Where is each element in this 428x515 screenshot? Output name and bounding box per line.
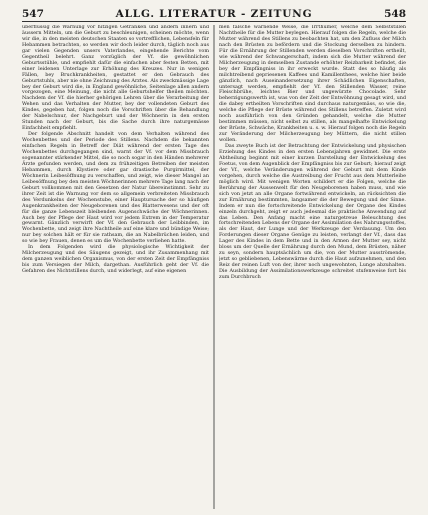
paragraph: überflüssig die Warnung vor hitzigen Getränken und andern innern und äussern Mitteln, um die Geburt zu beschleunigen, scheinen möchte, wenn wir die, in den meisten deutschen Staaten so vortrefflichen, Lebensfeln für Hebammen betrachten, so werden wir doch leider durch, täglich noch aus gar vielen Gegenden unsers Vaterlandes, eingehende Berichte vom Gegentheil belehrt. Ganz vorzüglich der Vf. die gewöhnlichen Geburtsstühle, und empfiehlt dafür die einfachen aber festen Betten, mit einer leidenen Unterlage zur Erhöhung des Kreuzes. Nur in wenigen Fällen, bey Bruchkrankheiten, gestattet er den Gebrauch des Geburtstuhls, aber nie ohne Zeichnung des Arztes. Als zweckmässige Lage bey der Geburt wird die, in England gewöhnliche, Seitenlage allen andern vorgezogen, eine Meinung, die nicht alle Geburtshelfer theilen möchten. Nachdem der Vf. die hierher gehörigen Lehren über die Verarbeitung der Wehen und das Verhalten der Mutter, bey der vollendeten Geburt des Kindes, gegeben hat, folgen noch die Vorschriften über die Behandlung der Nabelschnur, der Nachgeburt und der Wöchnerin in den ersten Stunden nach der Geburt, bis die Sache durch ihre naturgemässe Einfachheit empfiehlt. (22, 25, 209, 132)
paragraph: men falsche warnende Weise, die Irrthümer, welche dem Selbststillen Nachtheile für die Mutter beylegen. Hierauf folgen die Regeln, welche die Mutter während des Stillens zu beobachten hat, um den Zufluss der Milch nach den Brüsten zu befördern und die Stockung derselben zu hindern. Für die Ernährung der Stillenden werden dieselben Vorschriften ertheilt, wie während der Schwangerschaft, indem sich die Mutter während der Milcherzeugung in demselben Zustande erhöhter Reizbarkeit befindet, die bey der Empfängniss in ihr erweckt wurde. Statt des so häufig als milchtreibend gepriesenen Kaffees und Kamillenthees, welche hier beide gänzlich, nach Auseinandersetzung ihrer Schädlichen Eigenschaften, untersagt werden, empfiehlt der Vf. den Stillenden Wasser, reine Fleischbrühe, leichtes Bier und ungewürzte Chocolade. Sehr beherzigungswerth ist, was von der Zeit der Entwöhnung gesagt wird, und die dabey ertheilten Vorschriften sind durchaus naturgemäss, so wie die, welche die Pflege der Brüste während des Stillens betreffen. Zuletzt wird noch ausführlich von den Gründen gehandelt, welche die Mutter bestimmen müssen, nicht selbst zu stillen, als mangelhafte Entwickelung der Brüste, Schwäche, Krankheiten u. s. w. Hierauf folgen noch die Regeln zur Veränderung der Milcherzeugung bey Müttern, die nicht stillen wollen. (219, 25, 406, 144)
journal-title: ALLG. LITERATUR - ZEITUNG (115, 8, 313, 20)
left-page-number: 547 (22, 8, 44, 20)
page-header (22, 8, 406, 22)
right-page-number: 548 (384, 8, 406, 20)
left-column (22, 25, 209, 509)
paragraph: In dem Folgenden wird die physiologische Wichtigkeit der Milcherzeugung und des Säugens gezeigt, und ihr Zusammenhang mit dem ganzen weiblichen Organismus, von der ersten Zeit der Empfängniss bis zum Versiegen der Milch, dargethan. Ausführlich geht der Vf. die Gefahren des Nichtstillens durch, und widerlegt, auf eine eigenen (22, 244, 209, 275)
paragraph: Der folgende Abschnitt handelt von dem Verhalten während des Wochenbettes und der Periode des Stillens. Nachdem die bekannten einfachen Regeln in Betreff der Diät während der ersten Tage des Wochenbettes durchgegangen sind, warnt der Vf. vor dem Missbrauch sogenannter stärkender Mittel, die so noch sogar in den Händen mehrerer Ärzte gefunden werden, und dem zu frühzeitigen Betreiben der meisten Hebammen, durch Klystiere oder gar drastische Purgirmittel, der Wöchnerin Leibesöffnung zu verschaffen, und zeigt, wie dieser Mangel an Leibesöffnung bey den meisten Wöchnerinnen mehrere Tage lang nach der Geburt vollkommen mit den Gesetzen der Natur übereinstimmt. Sehr zu ihrer Zeit ist die Warnung vor dem so allgemein verbreiteten Missbrauch des Verdunkelns der Wochenstube, einer Hauptursache der so häufigen Augenkrankheiten der Neugeborenen und des Blatterwesens und der oft für die ganze Lebenszeit bleibenden Augenschwäche der Wöchnerinnen. Auch bey der Pflege der Haut wird vor jedem Extrem in der Temperatur gewarnt. Gänzlich verwirft der Vf. den Gebrauch der Leibbinden, im Wochenbette, und zeigt ihre Nachtheile auf eine klare und bündige Weise; nur bey solchen hält er für sie rathsam, die an Nabelbrüchen leiden, und so wie bey Frauen, denen es um die Wochenbette verliehen hatte. (22, 131, 209, 245)
text-columns (22, 25, 406, 509)
paragraph: Das zweyte Buch ist der Betrachtung der Entwickelung und physischen Erziehung des Kindes in den ersten Lebensjahren gewidmet. Die erste Abtheilung beginnt mit einer kurzen Darstellung der Entwickelung des Foetus, von dem Augenblick der Empfängniss bis zur Geburt; hierauf zeigt der Vf., welche Veränderungen während der Geburt mit dem Kinde vorgehen, durch welche die Austreibung der Frucht aus dem Mutterleibe möglich wird. Mit wenigen Worten schildert er die Folgen, welche die Berührung der Aussenwelt für den Neugeborenen haben muss, und wie sich von jetzt an alle Organe fortwährend entwickeln, an rücksichten die zur Ernährung bestimmten, langsamer die der Bewegung und der Sinne. Indem er nun die fortschreitende Entwickelung der Organe des Kindes einzeln durchgeht, zeigt er auch jedesmal die praktische Anwendung auf das Leben. Den Anfang macht eine naturgetreue Beleuchtung des fortschreitenden Lebens der Organe der Assimilation des Nahrungsstoffes, als der Haut, der Lunge und der Werkzeuge der Verdauung. Um den Forderungen dieser Organe Genüge zu leisten, verlangt der Vf., dass das Lager des Kindes in dem Bette und in den Armen der Mutter sey, nicht bloss um der Quelle der Ernährung durch den Mund, dem Brüsten, näher zu seyn, sondern hauptsächlich um die, von der Mutter ausströmende, jetzt so gebliebenen, Lebenswärme durch die Haut aufzunehmen, und den Reiz der reinen Luft von der, ihrer noch ungewohnten, Lunge abzuhalten. Die Ausbildung der Assimilationswerkzeuge schreitet stufenweise fort bis zum Durchbruch (219, 143, 406, 281)
right-column (219, 25, 406, 509)
